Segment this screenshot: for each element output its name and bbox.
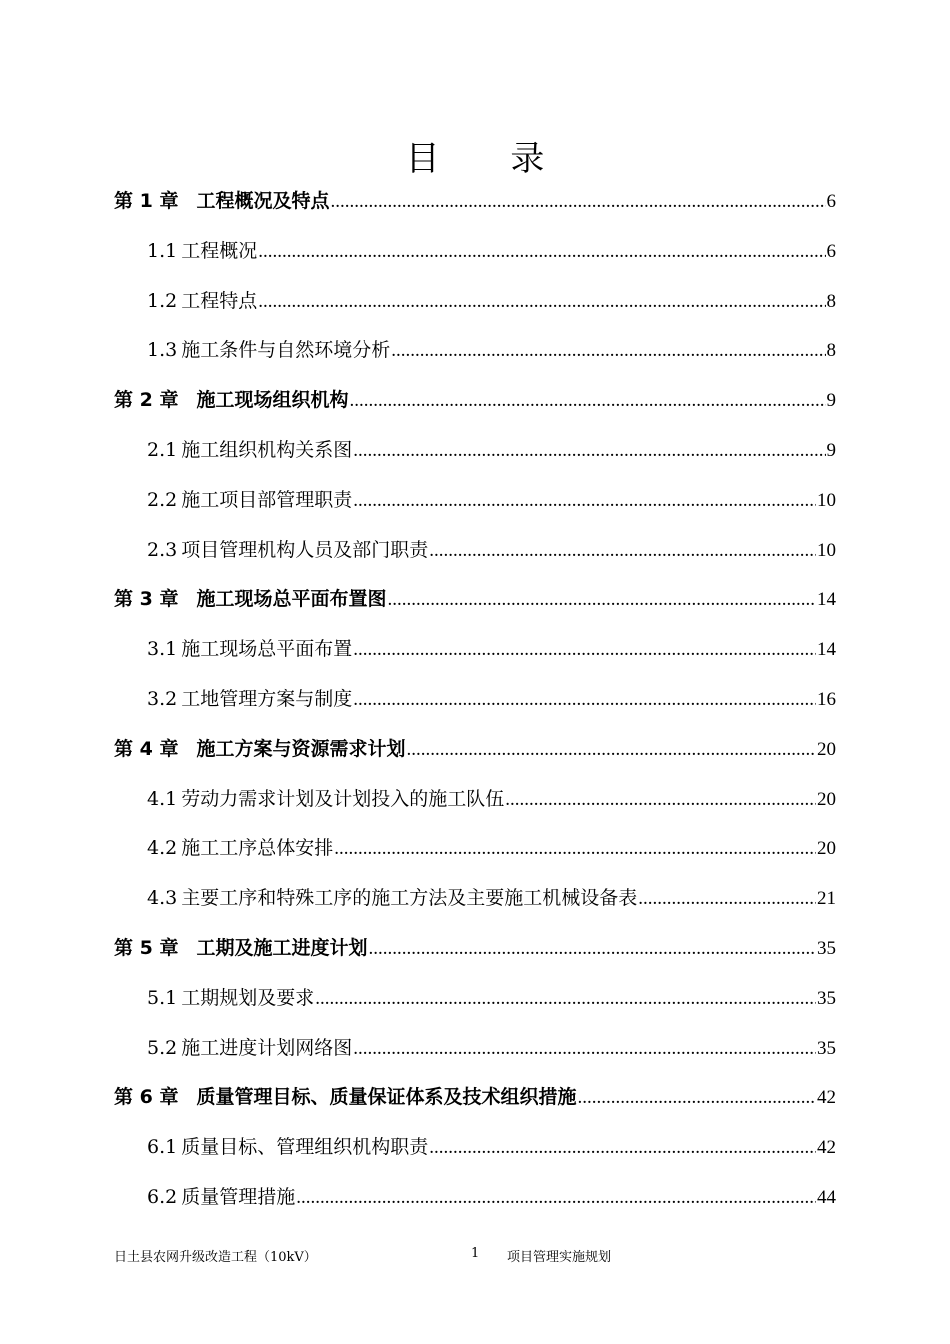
toc-entry-title [147, 1176, 295, 1218]
toc-entry-label: 工程特点 [181, 289, 258, 312]
toc-entry-page: 8 [826, 290, 836, 312]
dot-leader [505, 779, 816, 821]
toc-chapter-entry[interactable] [114, 180, 836, 230]
dot-leader [334, 828, 816, 870]
toc-entry-number: 5.2 [147, 1036, 178, 1059]
toc-entry-title [114, 180, 329, 222]
toc-section-entry[interactable] [114, 977, 836, 1027]
toc-section-entry[interactable] [114, 1176, 836, 1226]
page-title: 目 录 [405, 139, 575, 179]
toc-entry-number: 第 2 章 [114, 389, 179, 412]
toc-section-entry[interactable] [114, 628, 836, 678]
toc-entry-page: 35 [817, 937, 836, 959]
toc-entry-number: 第 5 章 [114, 936, 179, 959]
toc-entry-number: 3.1 [147, 638, 178, 661]
dot-leader [638, 878, 816, 920]
toc-section-entry[interactable] [114, 678, 836, 728]
toc-entry-title [147, 977, 314, 1019]
toc-entry-page: 6 [826, 240, 836, 262]
toc-entry-label: 主要工序和特殊工序的施工方法及主要施工机械设备表 [181, 887, 638, 910]
toc-entry-page: 42 [817, 1137, 836, 1159]
toc-entry-label: 质量管理措施 [181, 1185, 296, 1208]
toc-section-entry[interactable] [114, 479, 836, 529]
toc-entry-label: 项目管理机构人员及部门职责 [181, 538, 429, 561]
toc-entry-title [147, 529, 428, 571]
footer-page-number: 1 [471, 1246, 480, 1261]
toc-entry-number: 2.3 [147, 538, 178, 561]
dot-leader [296, 1177, 816, 1219]
dot-leader [353, 629, 816, 671]
toc-entry-number: 2.1 [147, 438, 178, 461]
toc-entry-label: 施工现场组织机构 [196, 389, 349, 412]
toc-entry-title [114, 578, 386, 620]
toc-entry-number: 5.1 [147, 986, 178, 1009]
toc-entry-page: 20 [817, 738, 836, 760]
toc-entry-title [147, 877, 637, 919]
toc-section-entry[interactable] [114, 329, 836, 379]
toc-entry-page: 10 [817, 539, 836, 561]
toc-entry-title [147, 827, 333, 869]
toc-entry-page: 8 [826, 340, 836, 362]
toc-entry-title [114, 927, 367, 969]
toc-section-entry[interactable] [114, 280, 836, 330]
toc-entry-number: 4.1 [147, 787, 178, 810]
toc-entry-title [147, 329, 390, 371]
toc-entry-label: 施工现场总平面布置 [181, 638, 353, 661]
dot-leader [353, 430, 825, 472]
toc-entry-label: 施工项目部管理职责 [181, 488, 353, 511]
toc-entry-number: 3.2 [147, 687, 178, 710]
toc-entry-number: 4.3 [147, 887, 178, 910]
table-of-contents [114, 180, 836, 1226]
toc-entry-number: 第 6 章 [114, 1086, 179, 1109]
toc-entry-page: 21 [817, 888, 836, 910]
toc-section-entry[interactable] [114, 778, 836, 828]
dot-leader [577, 1077, 816, 1119]
toc-entry-number: 6.1 [147, 1136, 178, 1159]
toc-entry-title [114, 1076, 576, 1118]
toc-entry-number: 1.1 [147, 239, 178, 262]
toc-entry-label: 质量管理目标、质量保证体系及技术组织措施 [196, 1086, 577, 1109]
toc-chapter-entry[interactable] [114, 379, 836, 429]
dot-leader [406, 729, 816, 771]
toc-entry-title [147, 628, 352, 670]
toc-entry-page: 14 [817, 589, 836, 611]
dot-leader [387, 579, 816, 621]
toc-section-entry[interactable] [114, 827, 836, 877]
dot-leader [258, 231, 825, 273]
toc-entry-label: 施工方案与资源需求计划 [196, 737, 406, 760]
toc-entry-page: 35 [817, 987, 836, 1009]
dot-leader [391, 330, 825, 372]
toc-entry-label: 施工进度计划网络图 [181, 1036, 353, 1059]
toc-entry-label: 质量目标、管理组织机构职责 [181, 1136, 429, 1159]
toc-entry-number: 第 1 章 [114, 190, 179, 212]
toc-entry-page: 35 [817, 1037, 836, 1059]
toc-chapter-entry[interactable] [114, 1076, 836, 1126]
toc-entry-title [147, 1126, 428, 1168]
toc-entry-label: 工地管理方案与制度 [181, 687, 353, 710]
toc-entry-page: 10 [817, 489, 836, 511]
dot-leader [353, 1028, 816, 1070]
toc-chapter-entry[interactable] [114, 927, 836, 977]
toc-entry-title [147, 429, 352, 471]
toc-entry-label: 工程概况及特点 [196, 190, 330, 212]
toc-chapter-entry[interactable] [114, 578, 836, 628]
toc-entry-title [114, 728, 405, 770]
footer-project-name: 日土县农网升级改造工程（10kV） [114, 1250, 317, 1265]
toc-section-entry[interactable] [114, 1126, 836, 1176]
dot-leader [353, 480, 816, 522]
toc-entry-label: 施工条件与自然环境分析 [181, 339, 391, 362]
toc-entry-page: 20 [817, 838, 836, 860]
toc-entry-page: 9 [826, 439, 836, 461]
toc-entry-page: 14 [817, 639, 836, 661]
dot-leader [258, 281, 825, 323]
toc-section-entry[interactable] [114, 230, 836, 280]
toc-entry-number: 4.2 [147, 837, 178, 860]
toc-entry-page: 6 [826, 191, 836, 212]
toc-entry-title [114, 379, 348, 421]
toc-entry-title [147, 678, 352, 720]
dot-leader [349, 380, 825, 422]
toc-entry-title [147, 230, 257, 272]
dot-leader [429, 530, 816, 572]
toc-entry-number: 1.3 [147, 339, 178, 362]
toc-entry-title [147, 479, 352, 521]
toc-entry-page: 44 [817, 1186, 836, 1208]
toc-entry-page: 20 [817, 788, 836, 810]
dot-leader [368, 928, 816, 970]
toc-entry-label: 施工组织机构关系图 [181, 438, 353, 461]
toc-section-entry[interactable] [114, 1027, 836, 1077]
toc-section-entry[interactable] [114, 529, 836, 579]
toc-entry-label: 工期规划及要求 [181, 986, 315, 1009]
toc-entry-label: 工期及施工进度计划 [196, 936, 368, 959]
toc-entry-number: 第 4 章 [114, 737, 179, 760]
footer-document-name: 项目管理实施规划 [507, 1250, 612, 1265]
toc-entry-title [147, 778, 504, 820]
toc-entry-title [147, 280, 257, 322]
toc-entry-number: 第 3 章 [114, 588, 179, 611]
toc-entry-label: 劳动力需求计划及计划投入的施工队伍 [181, 787, 505, 810]
toc-entry-page: 9 [826, 390, 836, 412]
dot-leader [315, 978, 816, 1020]
toc-entry-title [147, 1027, 352, 1069]
toc-entry-label: 施工工序总体安排 [181, 837, 334, 860]
dot-leader [330, 181, 825, 223]
toc-chapter-entry[interactable] [114, 728, 836, 778]
toc-entry-number: 1.2 [147, 289, 178, 312]
dot-leader [353, 679, 816, 721]
toc-entry-label: 施工现场总平面布置图 [196, 588, 387, 611]
toc-entry-page: 16 [817, 688, 836, 710]
dot-leader [429, 1127, 816, 1169]
toc-section-entry[interactable] [114, 429, 836, 479]
page-footer [114, 1246, 836, 1266]
toc-entry-number: 2.2 [147, 488, 178, 511]
toc-entry-label: 工程概况 [181, 239, 258, 262]
toc-entry-number: 6.2 [147, 1185, 178, 1208]
toc-entry-page: 42 [817, 1087, 836, 1109]
toc-section-entry[interactable] [114, 877, 836, 927]
